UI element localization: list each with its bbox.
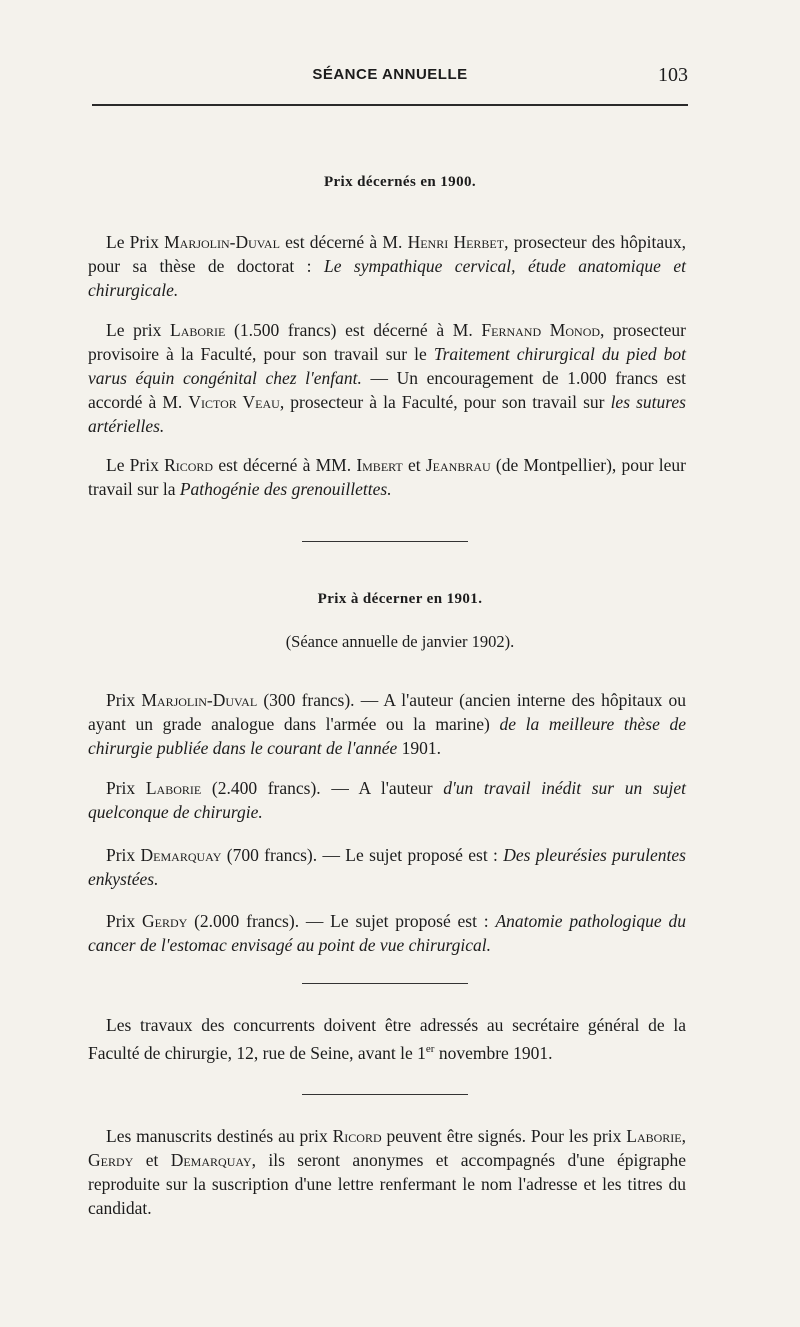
running-title: SÉANCE ANNUELLE <box>312 66 468 83</box>
page-header <box>92 64 688 94</box>
paragraph-demarquay-1901: Prix Demarquay (700 francs). — Le sujet proposé est : Des pleurésies purulentes enkystées. <box>88 845 686 889</box>
paragraph-gerdy-1901: Prix Gerdy (2.000 francs). — Le sujet proposé est : Anatomie pathologique du cancer de l'estomac envisagé au point de vue chirurgical. <box>88 911 686 955</box>
header-rule <box>92 104 688 106</box>
section-title-1900: Prix décernés en 1900. <box>323 174 477 190</box>
section-title-1901: Prix à décerner en 1901. <box>317 591 483 607</box>
paragraph-submission-note: Les travaux des concurrents doivent être adressés au secrétaire général de la Faculté de chirurgie, 12, rue de Seine, avant le 1er novembre 1901. <box>88 1015 686 1063</box>
paragraph-marjolin-duval-1900: Le Prix Marjolin-Duval est décerné à M. Henri Herbet, prosecteur des hôpitaux, pour sa thèse de doctorat : Le sympathique cervical, étude anatomique et chirurgicale. <box>88 232 687 300</box>
page-number: 103 <box>658 64 688 86</box>
section-divider <box>302 541 468 542</box>
note-divider-1 <box>302 983 468 984</box>
paragraph-laborie-1901: Prix Laborie (2.400 francs). — A l'auteur d'un travail inédit sur un sujet quelconque de chirurgie. <box>88 778 686 822</box>
note-divider-2 <box>302 1094 468 1095</box>
paragraph-manuscripts-note: Les manuscrits destinés au prix Ricord peuvent être signés. Pour les prix Laborie, Gerdy et Demarquay, ils seront anonymes et accompagnés d'une épigraphe reproduite sur la suscription d'une lettre renfermant le nom l'adresse et les titres du candidat. <box>88 1126 686 1218</box>
paragraph-marjolin-duval-1901: Prix Marjolin-Duval (300 francs). — A l'auteur (ancien interne des hôpitaux ou ayant un grade analogue dans l'armée ou la marine) de la meilleure thèse de chirurgie publiée dans le courant de l'année 1901. <box>88 690 686 758</box>
paragraph-laborie-1900: Le prix Laborie (1.500 francs) est décerné à M. Fernand Monod, prosecteur provisoire à la Faculté, pour son travail sur le Traitement chirurgical du pied bot varus équin congénital chez l'enfant. — Un encouragement de 1.000 francs est accordé à M. Victor Veau, prosecteur à la Faculté, pour son travail sur les sutures artérielles. <box>88 320 687 436</box>
section-subtitle: (Séance annuelle de janvier 1902). <box>285 632 515 651</box>
paragraph-ricord-1900: Le Prix Ricord est décerné à MM. Imbert et Jeanbrau (de Montpellier), pour leur travail sur la Pathogénie des grenouillettes. <box>88 455 686 499</box>
